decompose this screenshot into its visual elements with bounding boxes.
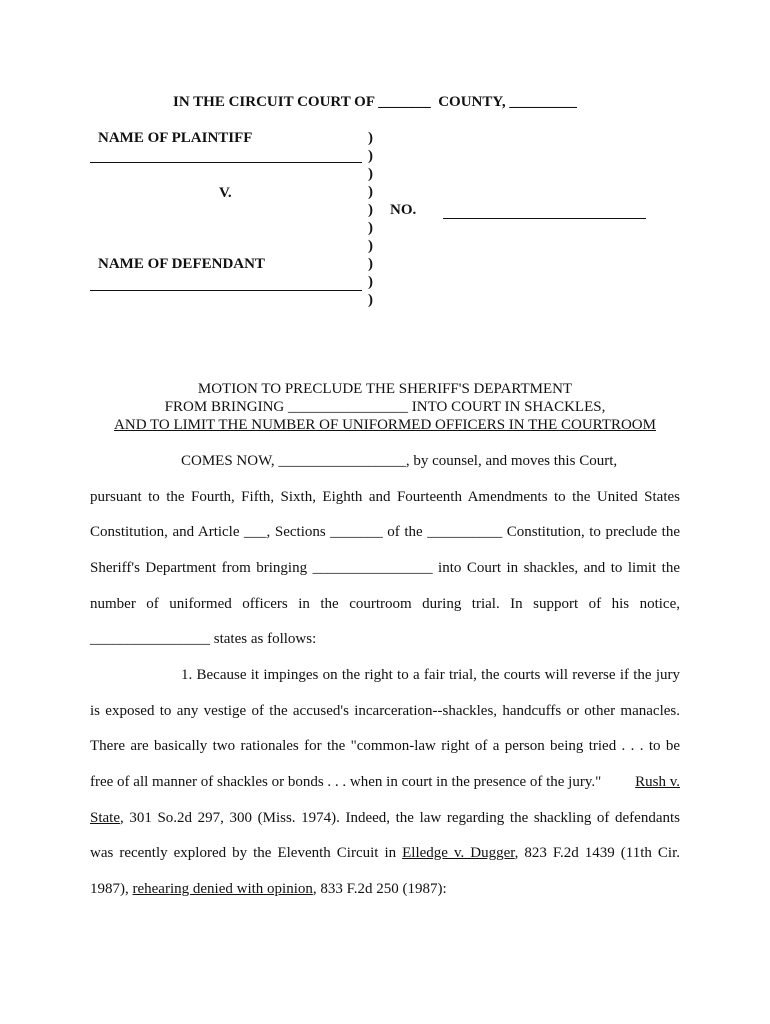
para1-line: is exposed to any vestige of the accused's incarceration--shackles, handcuffs or other manacles. [90, 703, 680, 719]
case-citation-state: State [90, 810, 120, 826]
para1-line: There are basically two rationales for the "common-law right of a person being tried . . . to be [90, 738, 680, 754]
para1-text: , 833 F.2d 250 (1987): [312, 881, 447, 897]
paren: ) [368, 256, 373, 272]
para1-line [90, 774, 680, 791]
court-blank: _______ [378, 94, 431, 110]
defendant-label: NAME OF DEFENDANT [98, 256, 265, 272]
para1-line [90, 881, 447, 898]
plaintiff-name-line [90, 162, 362, 163]
paren: ) [368, 166, 373, 182]
court-header [173, 94, 577, 111]
case-citation-rush: Rush v. [635, 774, 680, 790]
versus-label: V. [219, 185, 232, 201]
intro-line: COMES NOW, _________________, by counsel, and moves this Court, [181, 453, 618, 469]
motion-title-line2: FROM BRINGING ________________ INTO COURT IN SHACKLES, [164, 399, 606, 415]
intro-line: pursuant to the Fourth, Fifth, Sixth, Eighth and Fourteenth Amendments to the United States [90, 489, 680, 505]
motion-title-line1: MOTION TO PRECLUDE THE SHERIFF'S DEPARTMENT [197, 381, 573, 397]
county-label: COUNTY, [438, 94, 506, 110]
paren: ) [368, 130, 373, 146]
case-citation-elledge: Elledge v. Dugger [402, 845, 515, 861]
intro-line: number of uniformed officers in the courtroom during trial. In support of his notice, [90, 596, 680, 612]
para1-text: , 823 F.2d 1439 (11th Cir. [514, 845, 681, 861]
para1-text: , 301 So.2d 297, 300 (Miss. 1974). Indeed, the law regarding the shackling of defendants [120, 810, 680, 826]
motion-title-line3: AND TO LIMIT THE NUMBER OF UNIFORMED OFFICERS IN THE COURTROOM [114, 417, 656, 433]
county-blank: _________ [509, 94, 577, 110]
para1-text: free of all manner of shackles or bonds . . . when in court in the presence of the jury." [90, 774, 602, 790]
paren: ) [368, 148, 373, 164]
defendant-name-line [90, 290, 362, 291]
paren: ) [368, 238, 373, 254]
case-number-label: NO. [390, 202, 417, 218]
case-number-line [443, 218, 646, 219]
paren: ) [368, 274, 373, 290]
case-citation-rehearing: rehearing denied with opinion [132, 881, 313, 897]
para1-line: 1. Because it impinges on the right to a fair trial, the courts will reverse if the jury [181, 667, 680, 683]
paren: ) [368, 184, 373, 200]
intro-line: Constitution, and Article ___, Sections _______ of the __________ Constitution, to preclude the [90, 524, 680, 540]
paren: ) [368, 220, 373, 236]
para1-line [90, 845, 680, 862]
court-prefix: IN THE CIRCUIT COURT OF [173, 94, 375, 110]
para1-text: 1987), [90, 881, 129, 897]
intro-line: ________________ states as follows: [90, 631, 317, 647]
para1-text: was recently explored by the Eleventh Circuit in [90, 845, 397, 861]
intro-line: Sheriff's Department from bringing ________________ into Court in shackles, and to limit the [90, 560, 680, 576]
plaintiff-label: NAME OF PLAINTIFF [98, 130, 253, 146]
paren: ) [368, 292, 373, 308]
para1-line [90, 810, 680, 827]
paren: ) [368, 202, 373, 218]
